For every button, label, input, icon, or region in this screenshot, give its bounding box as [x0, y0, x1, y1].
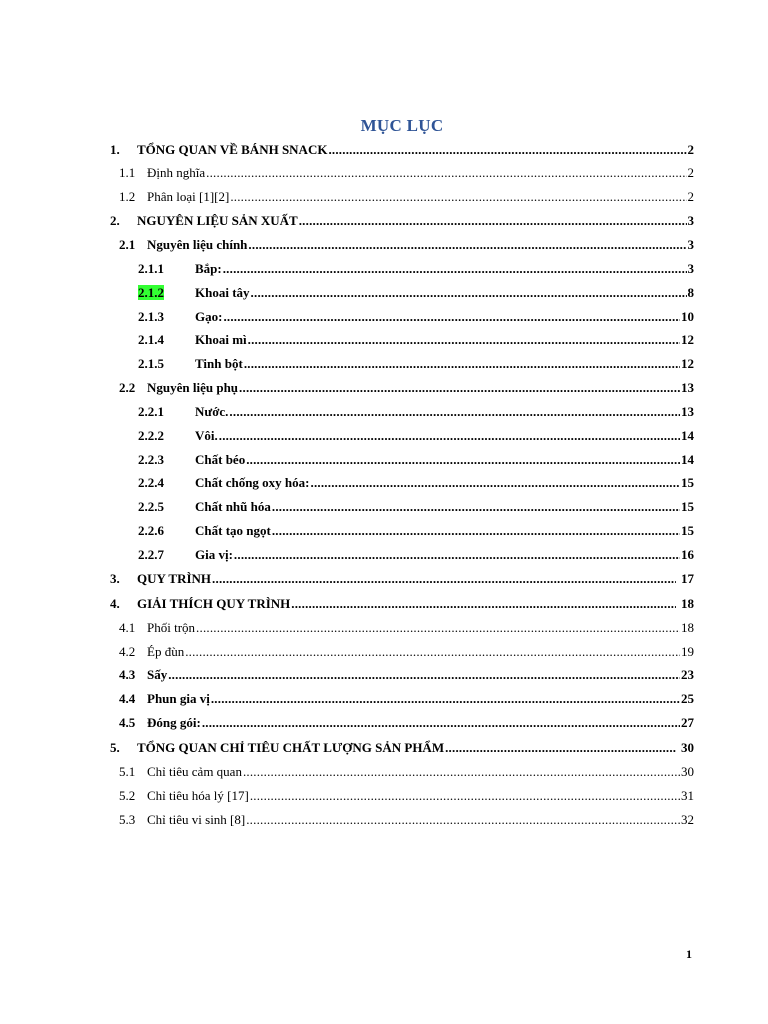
- toc-entry-text: Phun gia vị: [147, 691, 210, 706]
- toc-entry-page: 17: [681, 571, 694, 586]
- toc-entry[interactable]: [119, 164, 694, 182]
- toc-entry-page: 31: [681, 788, 694, 803]
- toc-leader-dots: [223, 260, 687, 278]
- toc-entry-number: 4.: [110, 596, 120, 611]
- toc-entry-number: 2.2.6: [138, 523, 164, 538]
- toc-entry[interactable]: [138, 498, 694, 516]
- toc-entry-number: 2.: [110, 213, 120, 228]
- toc-entry-page: 12: [681, 332, 694, 347]
- toc-leader-dots: [291, 595, 676, 613]
- toc-entry-text: Ép đùn: [147, 644, 185, 659]
- toc-entry[interactable]: [138, 474, 694, 492]
- toc-entry-text: Khoai mì: [195, 332, 247, 347]
- toc-entry-page: 13: [681, 404, 694, 419]
- toc-entry-text: Khoai tây: [195, 285, 250, 300]
- toc-entry[interactable]: [119, 236, 694, 254]
- toc-entry-text: TỔNG QUAN VỀ BÁNH SNACK: [137, 142, 328, 157]
- toc-entry-page: 30: [681, 764, 694, 779]
- toc-entry-number: 1.2: [119, 189, 136, 204]
- toc-entry-text: NGUYÊN LIỆU SẢN XUẤT: [137, 213, 298, 228]
- toc-entry-number: 2.2.3: [138, 452, 164, 467]
- toc-entry-text: Chất tạo ngọt: [195, 523, 271, 538]
- toc-leader-dots: [219, 427, 680, 445]
- toc-entry[interactable]: [138, 260, 694, 278]
- toc-entry-number: 5.1: [119, 764, 136, 779]
- toc-entry-number: 2.1.4: [138, 332, 164, 347]
- toc-entry[interactable]: [119, 619, 694, 637]
- toc-leader-dots: [299, 212, 687, 230]
- toc-leader-dots: [234, 546, 680, 564]
- toc-entry-text: Chất nhũ hóa: [195, 499, 271, 514]
- toc-entry-page: 15: [681, 475, 694, 490]
- toc-entry-page: 16: [681, 547, 694, 562]
- toc-entry-text: Sấy: [147, 667, 168, 682]
- toc-entry-page: 3: [687, 237, 694, 252]
- toc-entry-page: 3: [687, 261, 694, 276]
- toc-leader-dots: [229, 403, 680, 421]
- toc-entry-text: Phân loại [1][2]: [147, 189, 230, 204]
- toc-leader-dots: [311, 474, 681, 492]
- toc-leader-dots: [250, 787, 680, 805]
- toc-entry-number: 5.3: [119, 812, 136, 827]
- toc-entry-number: 4.1: [119, 620, 136, 635]
- toc-entry-number: 1.: [110, 142, 120, 157]
- toc-entry[interactable]: [138, 427, 694, 445]
- toc-entry-number: 2.1: [119, 237, 136, 252]
- toc-entry-text: TỔNG QUAN CHỈ TIÊU CHẤT LƯỢNG SẢN PHẨM: [137, 740, 445, 755]
- toc-entry-number: 4.4: [119, 691, 136, 706]
- toc-entry-number: 2.2.5: [138, 499, 164, 514]
- toc-entry-text: Gia vị:: [195, 547, 233, 562]
- toc-leader-dots: [223, 308, 680, 326]
- toc-leader-dots: [246, 451, 680, 469]
- toc-entry[interactable]: [138, 331, 694, 349]
- toc-entry-text: Định nghĩa: [147, 165, 206, 180]
- toc-leader-dots: [244, 355, 680, 373]
- toc-entry[interactable]: [119, 643, 694, 661]
- toc-entry-number: 2.1.3: [138, 309, 164, 324]
- toc-leader-dots: [185, 643, 680, 661]
- toc-entry-page: 25: [681, 691, 694, 706]
- toc-entry-text: Chỉ tiêu hóa lý [17]: [147, 788, 249, 803]
- toc-entry-text: Đóng gói:: [147, 715, 201, 730]
- toc-leader-dots: [239, 379, 680, 397]
- toc-leader-dots: [251, 284, 687, 302]
- toc-entry-page: 2: [687, 189, 694, 204]
- toc-entry-page: 12: [681, 356, 694, 371]
- toc-leader-dots: [248, 331, 680, 349]
- toc-entry-text: Chất chống oxy hóa:: [195, 475, 310, 490]
- toc-entry-text: GIẢI THÍCH QUY TRÌNH: [137, 596, 291, 611]
- toc-entry-text: Chỉ tiêu cảm quan: [147, 764, 242, 779]
- page-number: 1: [686, 947, 692, 961]
- toc-entry-page: 18: [681, 620, 694, 635]
- toc-entry-text: Tinh bột: [195, 356, 243, 371]
- toc-entry-text: Nguyên liệu phụ: [147, 380, 239, 395]
- toc-leader-dots: [243, 763, 680, 781]
- toc-entry-number: 4.2: [119, 644, 136, 659]
- toc-entry-page: 15: [681, 499, 694, 514]
- toc-entry[interactable]: [138, 451, 694, 469]
- toc-entry-number: 2.1.1: [138, 261, 164, 276]
- toc-entry-number: 2.2.2: [138, 428, 164, 443]
- toc-entry-page: 14: [681, 428, 694, 443]
- toc-entry[interactable]: [110, 739, 694, 757]
- toc-entry[interactable]: [119, 811, 694, 829]
- toc-entry[interactable]: [110, 141, 694, 159]
- toc-leader-dots: [246, 811, 680, 829]
- toc-entry[interactable]: [138, 355, 694, 373]
- toc-leader-dots: [272, 498, 680, 516]
- toc-leader-dots: [328, 141, 686, 159]
- toc-leader-dots: [445, 739, 676, 757]
- toc-entry-page: 27: [681, 715, 694, 730]
- toc-entry-page: 14: [681, 452, 694, 467]
- toc-entry-page: 19: [681, 644, 694, 659]
- toc-entry[interactable]: [138, 308, 694, 326]
- toc-entry-number: 2.2.7: [138, 547, 164, 562]
- toc-entry-number: 2.2.4: [138, 475, 164, 490]
- toc-entry[interactable]: [138, 546, 694, 564]
- toc-leader-dots: [211, 690, 680, 708]
- toc-entry-page: 15: [681, 523, 694, 538]
- toc-entry-number: 4.3: [119, 667, 136, 682]
- toc-entry-page: 2: [687, 142, 694, 157]
- toc-entry-page: 30: [681, 740, 694, 755]
- toc-leader-dots: [206, 164, 686, 182]
- toc-entry[interactable]: [138, 522, 694, 540]
- toc-entry-page: 18: [681, 596, 694, 611]
- toc-entry-page: 32: [681, 812, 694, 827]
- toc-entry[interactable]: [138, 284, 694, 302]
- toc-entry-page: 8: [687, 285, 694, 300]
- toc-entry-number: 5.2: [119, 788, 136, 803]
- toc-entry-page: 23: [681, 667, 694, 682]
- toc-leader-dots: [196, 619, 680, 637]
- toc-entry[interactable]: [119, 188, 694, 206]
- toc-leader-dots: [248, 236, 686, 254]
- toc-entry-number: 5.: [110, 740, 120, 755]
- toc-entry-text: QUY TRÌNH: [137, 571, 212, 586]
- toc-entry-text: Gạo:: [195, 309, 223, 324]
- toc-entry-text: Chất béo: [195, 452, 246, 467]
- toc-leader-dots: [202, 714, 680, 732]
- toc-entry-number: 2.2: [119, 380, 136, 395]
- toc-entry-text: Nước.: [195, 404, 229, 419]
- toc-entry-text: Bắp:: [195, 261, 222, 276]
- toc-leader-dots: [168, 666, 680, 684]
- toc-entry[interactable]: [119, 379, 694, 397]
- toc-leader-dots: [230, 188, 686, 206]
- toc-leader-dots: [212, 570, 676, 588]
- toc-entry-number: 4.5: [119, 715, 136, 730]
- toc-entry[interactable]: [119, 690, 694, 708]
- toc-entry[interactable]: [110, 595, 694, 613]
- toc-entry-page: 3: [687, 213, 694, 228]
- toc-entry[interactable]: [119, 787, 694, 805]
- toc-entry-text: Phối trộn: [147, 620, 196, 635]
- toc-entry-number: [138, 284, 195, 302]
- toc-entry[interactable]: [119, 763, 694, 781]
- toc-entry[interactable]: [119, 666, 694, 684]
- toc-entry-text: Vôi.: [195, 428, 218, 443]
- toc-title: MỤC LỤC: [360, 116, 444, 135]
- toc-leader-dots: [272, 522, 680, 540]
- toc-entry-text: Chỉ tiêu vi sinh [8]: [147, 812, 246, 827]
- toc-entry[interactable]: [138, 403, 694, 421]
- toc-entry-text: Nguyên liệu chính: [147, 237, 248, 252]
- toc-entry-number: 3.: [110, 571, 120, 586]
- toc-entry-number: 2.2.1: [138, 404, 164, 419]
- toc-entry-number: 1.1: [119, 165, 136, 180]
- highlighted-number: 2.1.2: [138, 285, 164, 300]
- toc-entry[interactable]: [110, 212, 694, 230]
- toc-entry-page: 10: [681, 309, 694, 324]
- toc-entry-page: 13: [681, 380, 694, 395]
- toc-entry-page: 2: [687, 165, 694, 180]
- toc-entry[interactable]: [110, 570, 694, 588]
- toc-entry-number: 2.1.5: [138, 356, 164, 371]
- toc-entry[interactable]: [119, 714, 694, 732]
